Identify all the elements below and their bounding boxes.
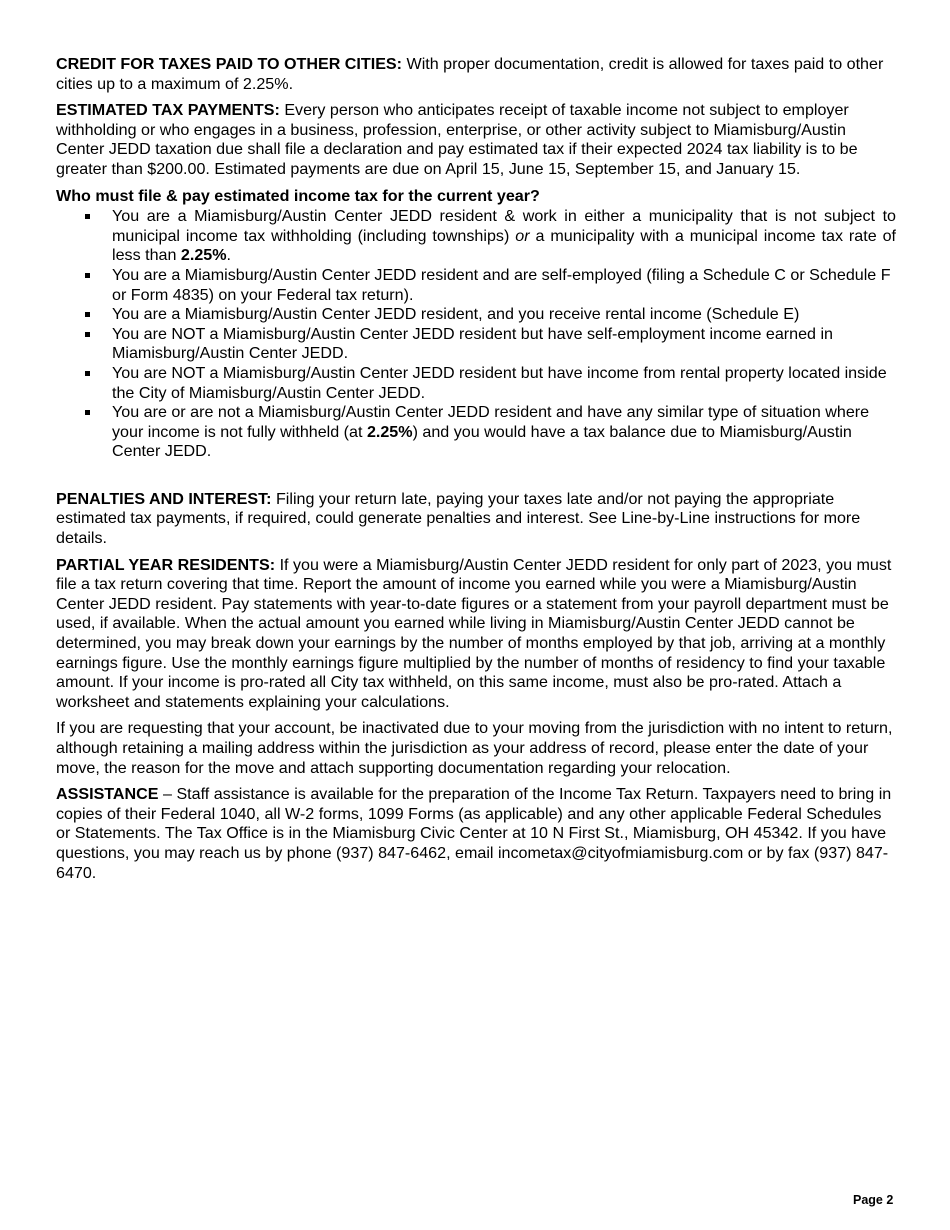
credit-heading: CREDIT FOR TAXES PAID TO OTHER CITIES:: [56, 55, 403, 73]
inactivate-account-paragraph: If you are requesting that your account, be inactivated due to your moving from the jurisdiction with no intent to return, although retaining a mailing address within the jurisdiction as your address of record, please enter the date of your move, the reason for the move and attach supporting documentation regarding your relocation.: [56, 719, 893, 777]
partial-year-text: If you were a Miamisburg/Austin Center JEDD resident for only part of 2023, you must file a tax return covering that time. Report the amount of income you earned while you were a Miamisburg/Austin Center JEDD resident. Pay statements with year-to-date figures or a statement from your payroll department must be used, if available. When the actual amount you earned while living in Miamisburg/Austin Center JEDD cannot be determined, you may break down your earnings by the number of months employed by that job, arriving at a monthly earnings figure. Use the monthly earnings figure multiplied by the number of months of residency to find your taxable amount. If your income is pro-rated all City tax withheld, on this same income, must also be pro-rated. Attach a worksheet and statements explaining your calculations.: [56, 555, 892, 711]
list-item: You are a Miamisburg/Austin Center JEDD resident and are self-employed (filing a Schedule C or Schedule F or Form 4835) on your Federal tax return).: [56, 266, 896, 305]
assistance-section: [56, 785, 896, 883]
estimated-payments-section: [56, 101, 896, 179]
penalties-text: Filing your return late, paying your taxes late and/or not paying the appropriate estimated tax payments, if required, could generate penalties and interest. See Line-by-Line instructions for more details.: [56, 489, 861, 548]
assistance-text: – Staff assistance is available for the preparation of the Income Tax Return. Taxpayers need to bring in copies of their Federal 1040, all W-2 forms, 1099 Forms (as applicable) and any other applicable Federal Schedules or Statements. The Tax Office is in the Miamisburg Civic Center at 10 N First St., Miamisburg, OH 45342. If you have questions, you may reach us by phone (937) 847-6462, email incometax@cityofmiamisburg.com or by fax (937) 847-6470.: [56, 785, 892, 882]
estimated-payments-text: Every person who anticipates receipt of taxable income not subject to employer withholding or who engages in a business, profession, enterprise, or other activity subject to Miamisburg/Austin Center JEDD taxation due shall file a declaration and pay estimated tax if their expected 2024 tax liability is to be greater than $200.00. Estimated payments are due on April 15, June 15, September 15, and January 15.: [56, 101, 858, 178]
who-must-file-heading: Who must file & pay estimated income tax for the current year?: [56, 186, 540, 205]
section-spacer: [56, 462, 896, 490]
credit-text: With proper documentation, credit is allowed for taxes paid to other cities up to a maximum of 2.25%.: [56, 55, 884, 93]
list-item: You are NOT a Miamisburg/Austin Center JEDD resident but have income from rental property located inside the City of Miamisburg/Austin Center JEDD.: [56, 364, 896, 403]
estimated-payments-heading: ESTIMATED TAX PAYMENTS:: [56, 101, 280, 120]
penalties-section: [56, 490, 896, 549]
partial-year-section: [56, 556, 896, 713]
partial-year-heading: PARTIAL YEAR RESIDENTS:: [56, 555, 276, 574]
list-item: You are or are not a Miamisburg/Austin Center JEDD resident and have any similar type of situation where your income is not fully withheld (at 2.25%) and you would have a tax balance due to Miamisburg/Austin Center JEDD.: [56, 403, 896, 462]
list-item: You are NOT a Miamisburg/Austin Center JEDD resident but have self-employment income earned in Miamisburg/Austin Center JEDD.: [56, 325, 896, 364]
who-must-file-list: [56, 207, 896, 462]
list-item: You are a Miamisburg/Austin Center JEDD resident, and you receive rental income (Schedule E): [56, 305, 896, 325]
assistance-heading: ASSISTANCE: [56, 785, 159, 804]
credit-section: [56, 55, 896, 94]
document-body: [56, 55, 896, 890]
penalties-heading: PENALTIES AND INTEREST:: [56, 489, 272, 508]
list-item: You are a Miamisburg/Austin Center JEDD resident & work in either a municipality that is not subject to municipal income tax withholding (including townships) or a municipality with a municipal income tax rate of less than 2.25%.: [56, 207, 896, 266]
page-number: Page 2: [853, 1193, 894, 1207]
